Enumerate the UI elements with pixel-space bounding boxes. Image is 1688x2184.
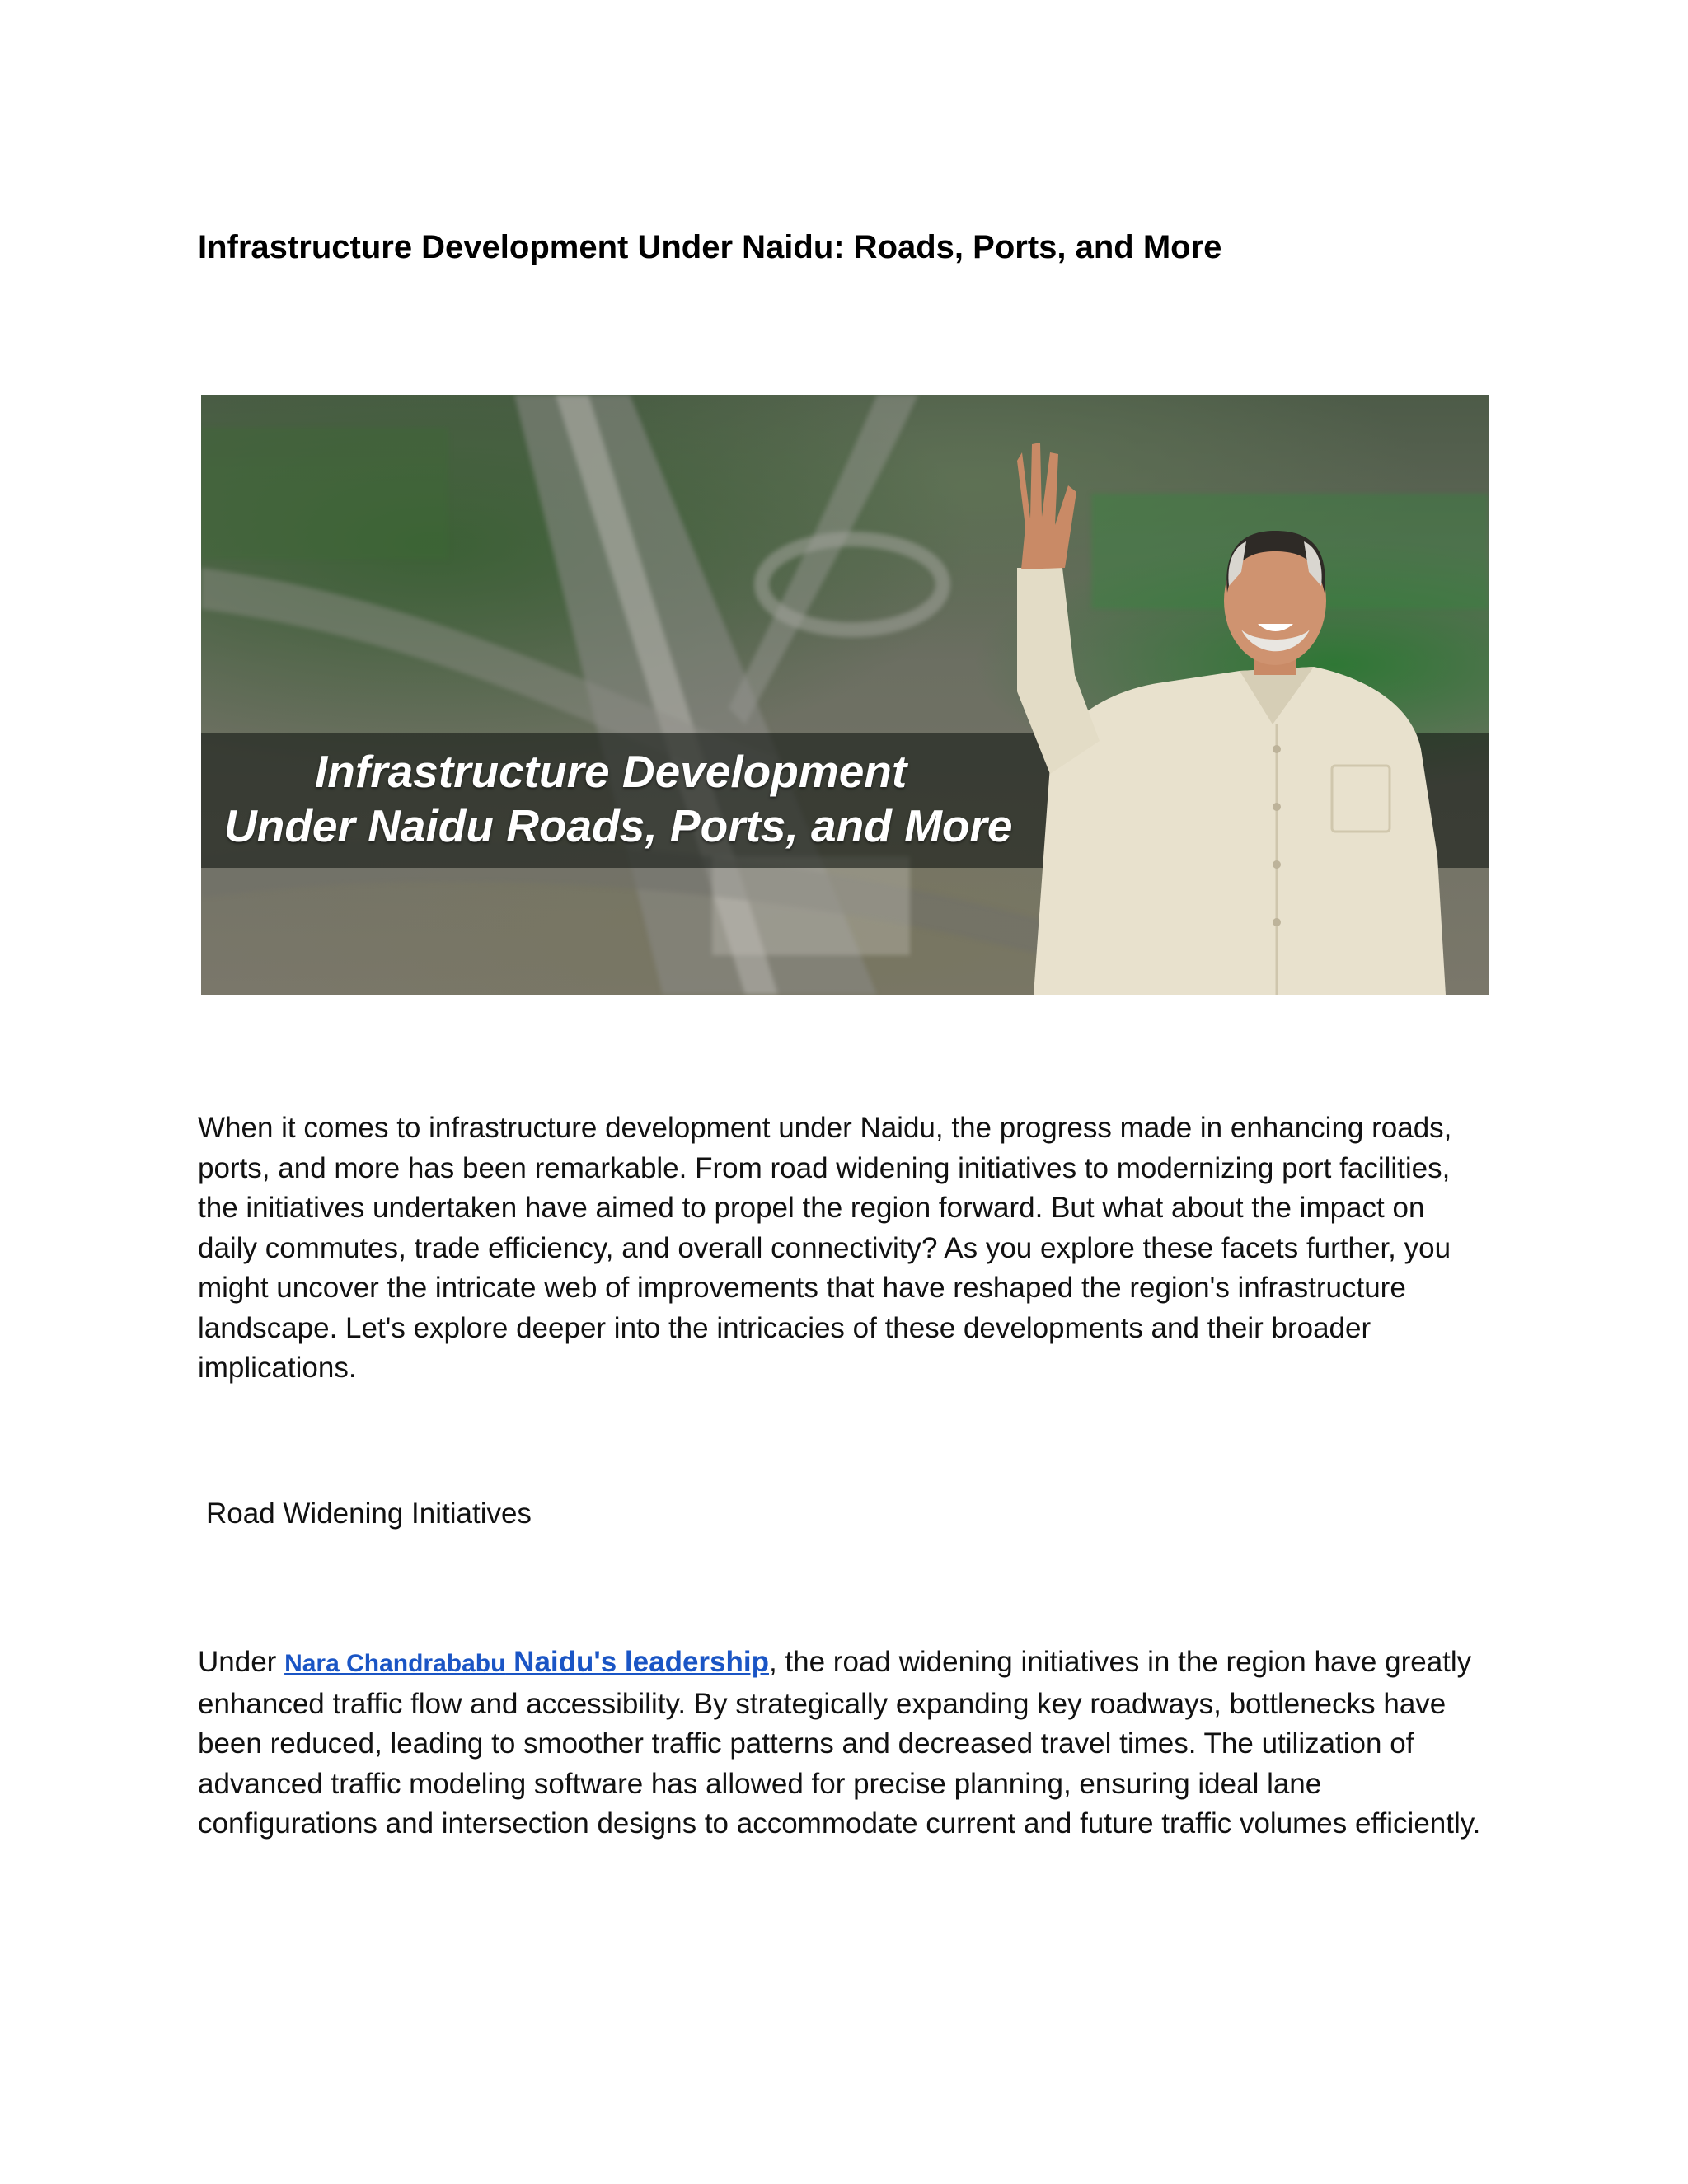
- paragraph-prefix: Under: [198, 1646, 285, 1678]
- link-text-part-2: Naidu's leadership: [505, 1646, 769, 1678]
- section-heading-road-widening: Road Widening Initiatives: [206, 1497, 532, 1530]
- hero-image: [201, 395, 1489, 995]
- person-waving-illustration: [201, 395, 1489, 995]
- page-title: Infrastructure Development Under Naidu: Roads, Ports, and More: [198, 229, 1222, 265]
- hero-caption-line-1: Infrastructure Development: [315, 746, 907, 797]
- hero-caption-line-2: Under Naidu Roads, Ports, and More: [224, 800, 1013, 851]
- road-widening-paragraph: [198, 1643, 1492, 1844]
- paragraph-body: , the road widening initiatives in the region have greatly enhanced traffic flow and accessibility. By strategically expanding key roadways, bottlenecks have been reduced, leading to smoother traffic patterns and decreased travel times. The utilization of advanced traffic modeling software has allowed for precise planning, ensuring ideal lane configurations and intersection designs to accommodate current and future traffic volumes efficiently.: [198, 1646, 1481, 1840]
- intro-paragraph: When it comes to infrastructure development under Naidu, the progress made in enhancing roads, ports, and more has been remarkable. From road widening initiatives to modernizing port facilities, the initiatives undertaken have aimed to propel the region forward. But what about the impact on daily commutes, trade efficiency, and overall connectivity? As you explore these facets further, you might uncover the intricate web of improvements that have reshaped the region's infrastructure landscape. Let's explore deeper into the intricacies of these developments and their broader implications.: [198, 1112, 1452, 1384]
- link-text-part-1: Nara Chandrababu: [284, 1650, 506, 1677]
- naidu-leadership-link[interactable]: [284, 1646, 769, 1678]
